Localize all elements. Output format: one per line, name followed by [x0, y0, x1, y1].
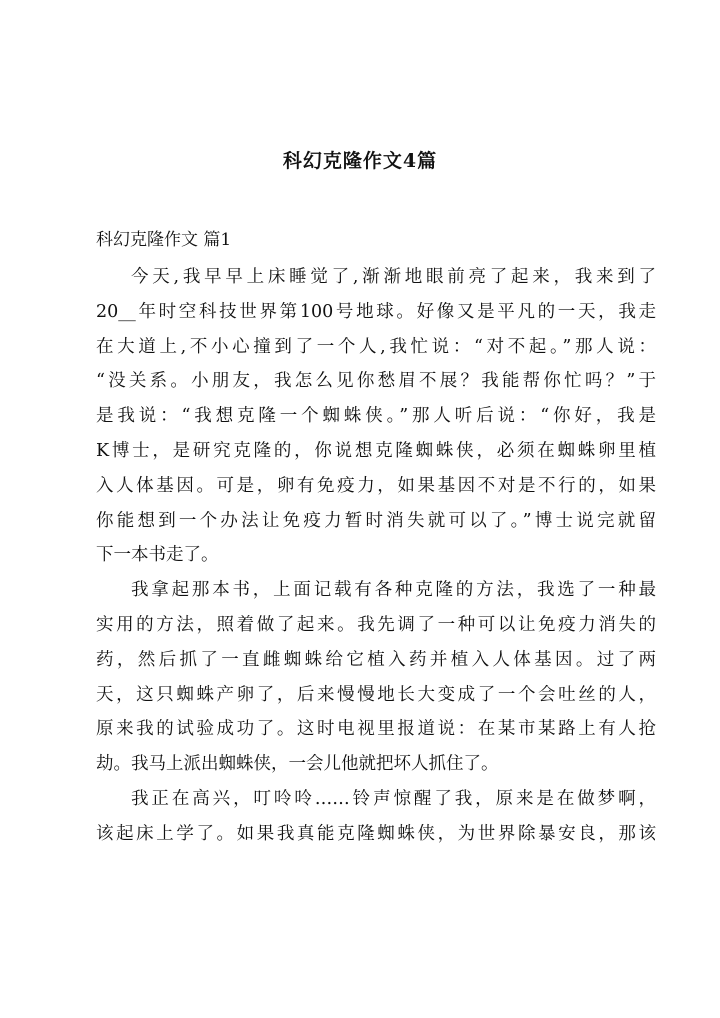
document-title: 科幻克隆作文4篇: [282, 150, 438, 172]
body-line: 我正在高兴，叮呤呤……铃声惊醒了我，原来是在做梦啊，: [131, 788, 656, 809]
body-line: 今天,我早早上床睡觉了,渐渐地眼前亮了起来，我来到了: [131, 267, 656, 287]
body-line: 原来我的试验成功了。这时电视里报道说：在某市某路上有人抢: [96, 719, 656, 740]
body-line: 实用的方法，照着做了起来。我先调了一种可以让免疫力消失的: [96, 614, 656, 635]
body-line: “没关系。小朋友，我怎么见你愁眉不展？我能帮你忙吗？”于: [96, 371, 656, 392]
body-line: 入人体基因。可是，卵有免疫力，如果基因不对是不行的，如果: [96, 475, 656, 496]
body-line: 我拿起那本书，上面记载有各种克隆的方法，我选了一种最: [131, 580, 656, 601]
body-line: 下一本书走了。: [96, 545, 219, 566]
body-line: 是我说：“我想克隆一个蜘蛛侠。”那人听后说：“你好，我是: [96, 406, 656, 427]
body-line: 该起床上学了。如果我真能克隆蜘蛛侠，为世界除暴安良，那该: [96, 823, 656, 844]
body-line: 药，然后抓了一直雌蜘蛛给它植入药并植入人体基因。过了两: [96, 649, 656, 670]
body-line: 劫。我马上派出蜘蛛侠，一会儿他就把坏人抓住了。: [96, 754, 499, 775]
document-body: [96, 260, 656, 852]
body-line: 你能想到一个办法让免疫力暂时消失就可以了。”博士说完就留: [96, 510, 656, 531]
section-heading: 科幻克隆作文 篇1: [96, 230, 232, 250]
body-line: K博士，是研究克隆的，你说想克隆蜘蛛侠，必须在蜘蛛卵里植: [96, 440, 656, 461]
body-line: 天，这只蜘蛛产卵了，后来慢慢地长大变成了一个会吐丝的人，: [96, 684, 656, 705]
body-line: 在大道上,不小心撞到了一个人,我忙说：“对不起。”那人说：: [96, 336, 656, 357]
body-line: 20__年时空科技世界第100号地球。好像又是平凡的一天，我走: [96, 301, 656, 322]
